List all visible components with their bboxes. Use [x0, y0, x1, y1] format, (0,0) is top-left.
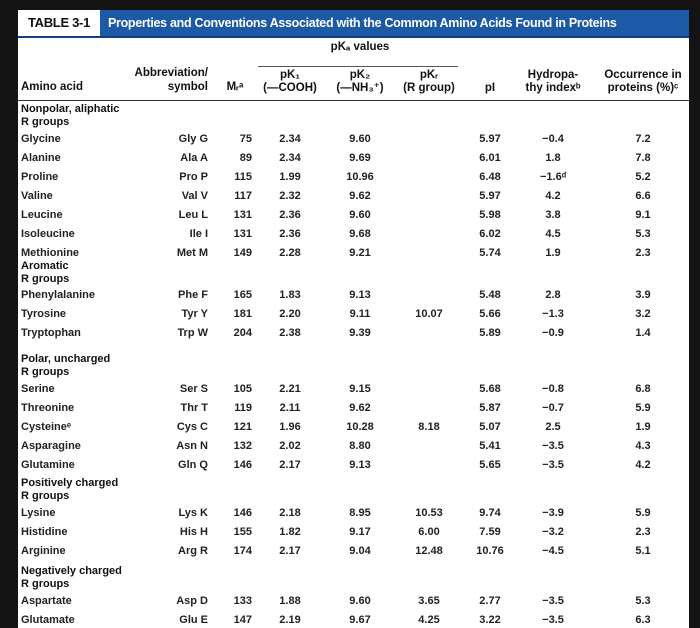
group-heading-line2: R groups: [21, 577, 70, 590]
cell-pk2: 10.28: [346, 421, 374, 433]
title-bar: [18, 10, 689, 38]
cell-pi: 5.07: [479, 421, 501, 433]
cell-mr: 146: [233, 459, 252, 471]
group-heading: [21, 477, 141, 502]
cell-pk1: 2.19: [279, 614, 301, 626]
pk-values-rule: [258, 66, 458, 67]
cell-abbr: Gly G: [178, 133, 208, 145]
cell-occ: 7.8: [635, 152, 651, 164]
col-occ-line1: Occurrence in: [604, 69, 682, 81]
cell-pk2: 9.67: [349, 614, 371, 626]
cell-occ: 4.2: [635, 459, 651, 471]
cell-occ: 5.1: [635, 545, 651, 557]
cell-pk2: 9.11: [349, 308, 371, 320]
cell-pk2: 9.62: [349, 190, 371, 202]
cell-pk2: 9.17: [349, 526, 371, 538]
cell-hydro: 4.2: [545, 190, 561, 202]
cell-occ: 5.9: [635, 507, 651, 519]
cell-name: Valine: [21, 190, 53, 202]
table-sheet: [18, 10, 689, 628]
cell-pi: 5.89: [479, 327, 501, 339]
cell-mr: 146: [233, 507, 252, 519]
cell-occ: 4.3: [635, 440, 651, 452]
group-heading: [21, 353, 141, 378]
col-abbrev-line2: symbol: [167, 81, 208, 93]
col-mr: Mᵣᵃ: [226, 81, 244, 93]
group-heading: [21, 260, 141, 285]
cell-name: Glutamine: [21, 459, 75, 471]
cell-abbr: Val V: [181, 190, 208, 202]
cell-pk2: 9.13: [349, 289, 371, 301]
cell-mr: 155: [233, 526, 252, 538]
cell-pkr: 10.07: [415, 308, 443, 320]
cell-name: Glutamate: [21, 614, 75, 626]
cell-pi: 6.48: [479, 171, 501, 183]
cell-pk1: 1.83: [279, 289, 301, 301]
cell-pk1: 1.82: [279, 526, 301, 538]
group-heading-line1: Aromatic: [21, 260, 69, 272]
group-heading-line1: Positively charged: [21, 477, 119, 489]
cell-pi: 5.97: [479, 190, 501, 202]
cell-pi: 5.41: [479, 440, 501, 452]
cell-mr: 133: [233, 595, 252, 607]
cell-pkr: 6.00: [418, 526, 440, 538]
cell-pkr: 12.48: [415, 545, 443, 557]
cell-pi: 5.74: [479, 247, 501, 259]
cell-mr: 115: [234, 171, 252, 183]
cell-mr: 131: [233, 228, 252, 240]
cell-occ: 1.4: [635, 327, 651, 339]
cell-pk1: 1.88: [279, 595, 301, 607]
cell-hydro: −1.3: [542, 308, 564, 320]
header-rule: [18, 100, 689, 101]
table-title: Properties and Conventions Associated with the Common Amino Acids Found in Proteins: [108, 16, 617, 30]
cell-occ: 2.3: [635, 247, 651, 259]
cell-occ: 5.3: [635, 595, 651, 607]
cell-pi: 5.68: [479, 383, 501, 395]
cell-mr: 131: [233, 209, 252, 221]
cell-abbr: Trp W: [177, 327, 208, 339]
cell-pk1: 2.34: [279, 152, 301, 164]
cell-mr: 117: [234, 190, 252, 202]
group-heading-line2: R groups: [21, 489, 70, 502]
cell-pk1: 2.17: [279, 545, 301, 557]
col-hydro-line1: Hydropa-: [527, 69, 579, 81]
cell-hydro: −3.5: [542, 440, 564, 452]
cell-name: Leucine: [21, 209, 63, 221]
cell-mr: 119: [234, 402, 252, 414]
col-pkr-line2: (R group): [403, 82, 455, 94]
cell-pk1: 1.99: [279, 171, 301, 183]
cell-abbr: Leu L: [178, 209, 208, 221]
cell-name: Alanine: [21, 152, 61, 164]
cell-pi: 9.74: [479, 507, 501, 519]
cell-name: Aspartate: [21, 595, 72, 607]
cell-pk1: 2.32: [279, 190, 301, 202]
cell-abbr: Asn N: [176, 440, 208, 452]
table-number: TABLE 3-1: [18, 10, 100, 36]
cell-occ: 6.3: [635, 614, 651, 626]
cell-abbr: Pro P: [179, 171, 208, 183]
cell-hydro: −0.7: [542, 402, 564, 414]
cell-name: Lysine: [21, 507, 56, 519]
cell-hydro: −0.9: [542, 327, 564, 339]
cell-mr: 181: [233, 308, 252, 320]
cell-hydro: −0.8: [542, 383, 564, 395]
cell-pi: 5.98: [479, 209, 501, 221]
cell-pk1: 2.17: [279, 459, 301, 471]
col-abbrev-line1: Abbreviation/: [134, 67, 208, 79]
cell-abbr: His H: [179, 526, 208, 538]
cell-pk1: 2.36: [279, 209, 301, 221]
cell-name: Methionine: [21, 247, 80, 259]
group-heading-line1: Nonpolar, aliphatic: [21, 103, 120, 115]
cell-pk1: 2.18: [279, 507, 301, 519]
cell-pkr: 10.53: [415, 507, 443, 519]
cell-name: Cysteineᵉ: [21, 421, 71, 433]
cell-hydro: 2.8: [545, 289, 561, 301]
cell-pi: 6.02: [479, 228, 501, 240]
cell-mr: 204: [233, 327, 252, 339]
cell-hydro: −3.2: [542, 526, 564, 538]
cell-hydro: 1.8: [545, 152, 561, 164]
cell-mr: 89: [239, 152, 252, 164]
cell-pk2: 9.68: [349, 228, 371, 240]
col-pi: pI: [484, 82, 496, 94]
cell-pk1: 2.20: [279, 308, 301, 320]
cell-mr: 132: [233, 440, 252, 452]
cell-hydro: −3.5: [542, 459, 564, 471]
cell-occ: 2.3: [635, 526, 651, 538]
cell-mr: 174: [233, 545, 252, 557]
cell-name: Threonine: [21, 402, 75, 414]
cell-occ: 5.9: [635, 402, 651, 414]
cell-name: Tyrosine: [21, 308, 67, 320]
cell-occ: 7.2: [635, 133, 651, 145]
cell-mr: 121: [233, 421, 252, 433]
cell-hydro: 3.8: [545, 209, 561, 221]
cell-pk2: 9.60: [349, 209, 371, 221]
cell-pk2: 10.96: [346, 171, 374, 183]
cell-pk2: 9.39: [349, 327, 371, 339]
cell-pk2: 8.95: [349, 507, 371, 519]
cell-name: Asparagine: [21, 440, 81, 452]
cell-pi: 5.65: [479, 459, 501, 471]
cell-occ: 3.9: [635, 289, 651, 301]
cell-pk1: 1.96: [279, 421, 301, 433]
cell-pk2: 9.04: [349, 545, 371, 557]
cell-hydro: 2.5: [545, 421, 561, 433]
cell-hydro: −0.4: [542, 133, 564, 145]
cell-occ: 1.9: [635, 421, 651, 433]
cell-mr: 149: [233, 247, 252, 259]
cell-occ: 6.6: [635, 190, 651, 202]
cell-pkr: 4.25: [418, 614, 440, 626]
cell-pk2: 9.21: [349, 247, 371, 259]
group-heading-line1: Polar, uncharged: [21, 353, 111, 365]
col-pkr-line1: pKᵣ: [419, 69, 439, 81]
cell-hydro: −4.5: [542, 545, 564, 557]
cell-name: Arginine: [21, 545, 66, 557]
cell-abbr: Thr T: [180, 402, 208, 414]
cell-hydro: −3.9: [542, 507, 564, 519]
cell-abbr: Ser S: [179, 383, 208, 395]
cell-pkr: 3.65: [418, 595, 440, 607]
cell-abbr: Glu E: [179, 614, 208, 626]
cell-pi: 2.77: [479, 595, 501, 607]
group-heading-line2: R groups: [21, 115, 70, 128]
cell-pi: 5.48: [479, 289, 501, 301]
cell-pk1: 2.36: [279, 228, 301, 240]
group-heading-line2: R groups: [21, 365, 70, 378]
cell-pk1: 2.28: [279, 247, 301, 259]
group-heading-line2: R groups: [21, 272, 70, 285]
cell-pi: 7.59: [479, 526, 501, 538]
col-occ-line2: proteins (%)ᶜ: [607, 82, 679, 94]
cell-pi: 5.87: [479, 402, 501, 414]
group-heading-line1: Negatively charged: [21, 565, 122, 577]
cell-pi: 5.97: [479, 133, 501, 145]
cell-pi: 10.76: [476, 545, 504, 557]
cell-mr: 165: [233, 289, 252, 301]
cell-mr: 105: [233, 383, 252, 395]
cell-hydro: −1.6ᵈ: [539, 171, 567, 183]
cell-hydro: −3.5: [542, 614, 564, 626]
cell-pk1: 2.02: [279, 440, 301, 452]
pk-values-header: pKₐ values: [330, 41, 390, 53]
cell-name: Glycine: [21, 133, 61, 145]
cell-abbr: Ile I: [189, 228, 208, 240]
cell-name: Proline: [21, 171, 59, 183]
cell-pk1: 2.11: [279, 402, 301, 414]
cell-hydro: 1.9: [545, 247, 561, 259]
cell-name: Isoleucine: [21, 228, 75, 240]
col-pk2-line1: pK₂: [349, 69, 371, 81]
cell-pk2: 9.60: [349, 595, 371, 607]
col-pk2-line2: (—NH₃⁺): [336, 82, 384, 94]
col-pk1-line2: (—COOH): [263, 82, 317, 94]
cell-abbr: Gln Q: [178, 459, 208, 471]
cell-name: Serine: [21, 383, 55, 395]
cell-pk2: 9.69: [349, 152, 371, 164]
cell-abbr: Ala A: [180, 152, 208, 164]
cell-pi: 3.22: [479, 614, 501, 626]
cell-occ: 6.8: [635, 383, 651, 395]
cell-pk2: 9.60: [349, 133, 371, 145]
cell-occ: 5.2: [635, 171, 651, 183]
cell-abbr: Cys C: [176, 421, 208, 433]
col-pk1-line1: pK₁: [279, 69, 301, 81]
cell-abbr: Phe F: [178, 289, 208, 301]
cell-occ: 3.2: [635, 308, 651, 320]
cell-name: Phenylalanine: [21, 289, 95, 301]
cell-occ: 5.3: [635, 228, 651, 240]
cell-pk2: 9.62: [349, 402, 371, 414]
cell-mr: 75: [239, 133, 252, 145]
cell-pk2: 9.15: [349, 383, 371, 395]
col-amino-acid: Amino acid: [21, 81, 83, 93]
cell-hydro: 4.5: [545, 228, 561, 240]
group-heading: [21, 103, 141, 128]
cell-pi: 6.01: [479, 152, 501, 164]
cell-pi: 5.66: [479, 308, 501, 320]
cell-name: Histidine: [21, 526, 68, 538]
cell-pk1: 2.34: [279, 133, 301, 145]
cell-hydro: −3.5: [542, 595, 564, 607]
cell-occ: 9.1: [635, 209, 651, 221]
col-hydro-line2: thy indexᵇ: [525, 82, 581, 94]
cell-mr: 147: [233, 614, 252, 626]
cell-pk1: 2.21: [279, 383, 301, 395]
cell-pkr: 8.18: [418, 421, 440, 433]
group-heading: [21, 565, 141, 590]
cell-abbr: Met M: [176, 247, 208, 259]
cell-abbr: Tyr Y: [181, 308, 208, 320]
cell-pk1: 2.38: [279, 327, 301, 339]
cell-name: Tryptophan: [21, 327, 81, 339]
cell-pk2: 9.13: [349, 459, 371, 471]
cell-pk2: 8.80: [349, 440, 371, 452]
cell-abbr: Asp D: [176, 595, 208, 607]
cell-abbr: Lys K: [178, 507, 208, 519]
cell-abbr: Arg R: [178, 545, 208, 557]
